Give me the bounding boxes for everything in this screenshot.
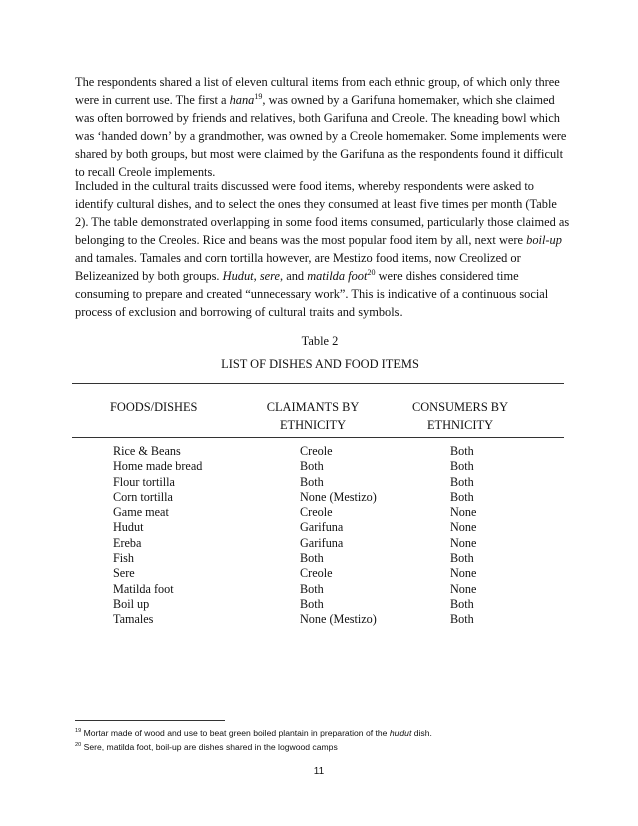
- cell-claimants: Both: [300, 474, 324, 489]
- page-number: 11: [313, 766, 325, 777]
- text-run: , and: [280, 269, 308, 283]
- table-body: [0, 444, 638, 628]
- cell-dish: Corn tortilla: [113, 489, 173, 504]
- footnote-19: [75, 727, 575, 739]
- table-row: [0, 505, 638, 520]
- footnote-text: dish.: [411, 728, 432, 738]
- footnote-ref-20[interactable]: 20: [367, 267, 376, 277]
- text-run: Included in the cultural traits discussed were food items, whereby respondents were asked to identify cultural dishes, and to select the ones they consumed at least five times per month (Table 2). The table demonstrated overlapping in some food items consumed, particularly those claimed as belonging to the Creoles. Rice and beans was the most popular food item by all, next were: [75, 179, 570, 247]
- cell-consumers: None: [450, 581, 477, 596]
- italic-term-sere: sere: [259, 269, 280, 283]
- header-label: ETHNICITY: [426, 418, 494, 432]
- table-row: [0, 459, 638, 474]
- footnote-text: Sere, matilda foot, boil-up are dishes shared in the logwood camps: [81, 742, 338, 752]
- footnote-italic: hudut: [389, 728, 412, 738]
- table-row: [0, 536, 638, 551]
- cell-dish: Rice & Beans: [113, 444, 181, 458]
- table-row: [0, 520, 638, 535]
- table-row: [0, 566, 638, 581]
- cell-dish: Tamales: [113, 612, 154, 627]
- cell-claimants: Creole: [300, 444, 333, 458]
- header-label: FOODS/DISHES: [110, 400, 198, 414]
- table-row: [0, 582, 638, 597]
- cell-dish: Game meat: [113, 505, 169, 520]
- cell-consumers: Both: [450, 489, 474, 504]
- text-run: ,: [253, 269, 260, 283]
- table-row: [0, 475, 638, 490]
- cell-dish: Matilda foot: [113, 581, 174, 596]
- header-claimants: [248, 398, 378, 434]
- cell-claimants: Creole: [300, 566, 333, 581]
- header-label: CONSUMERS BY: [411, 400, 509, 414]
- cell-dish: Fish: [113, 551, 135, 566]
- cell-dish: Home made bread: [113, 459, 203, 474]
- cell-consumers: Both: [450, 459, 474, 474]
- cell-claimants: Garifuna: [300, 535, 344, 550]
- footnote-number: 20: [75, 742, 82, 749]
- table-header-rule: [72, 437, 564, 438]
- cell-consumers: None: [450, 566, 477, 581]
- cell-claimants: Garifuna: [300, 520, 344, 535]
- italic-term-boil-up: boil-up: [526, 233, 562, 247]
- cell-dish: Boil up: [113, 596, 150, 611]
- footnote-separator: [75, 720, 225, 721]
- cell-consumers: None: [450, 535, 477, 550]
- header-label: CLAIMANTS BY: [266, 400, 360, 414]
- text-run: were dishes considered time consuming to prepare and created “unnecessary work”. This is indicative of a continuous social process of exclusion and borrowing of cultural traits and symbols.: [75, 269, 549, 319]
- cell-consumers: Both: [450, 596, 474, 611]
- cell-claimants: Both: [300, 596, 324, 611]
- header-foods-dishes: [110, 398, 220, 416]
- cell-claimants: Both: [300, 459, 324, 474]
- cell-claimants: Both: [300, 551, 324, 566]
- table-row: [0, 612, 638, 627]
- cell-consumers: Both: [450, 474, 474, 489]
- text-run: , was owned by a Garifuna homemaker, which she claimed was often borrowed by friends and relatives, both Garifuna and Creole. The kneading bowl which was ‘handed down’ by a grandmother, was owned by a Creole homemaker. Some implements were shared by both groups, but most were claimed by the Garifuna as the respondents found it difficult to recall Creole implements.: [75, 93, 567, 179]
- footnote-number: 19: [75, 728, 82, 735]
- cell-claimants: None (Mestizo): [300, 489, 377, 504]
- table-row: [0, 597, 638, 612]
- table-title: LIST OF DISHES AND FOOD ITEMS: [221, 357, 419, 371]
- italic-term-matilda-foot: matilda foot: [307, 269, 368, 283]
- cell-dish: Ereba: [113, 535, 142, 550]
- cell-consumers: Both: [450, 444, 474, 458]
- paragraph-food-items: [75, 177, 571, 321]
- footnote-text: Mortar made of wood and use to beat green boiled plantain in preparation of the: [81, 728, 390, 738]
- cell-consumers: None: [450, 505, 477, 520]
- cell-claimants: None (Mestizo): [300, 612, 377, 627]
- cell-dish: Hudut: [113, 520, 144, 535]
- text-run: The respondents shared a list of eleven cultural items from each ethnic group, of which only three were in current use. The first a: [75, 75, 560, 107]
- table-row: [0, 551, 638, 566]
- cell-consumers: None: [450, 520, 477, 535]
- cell-claimants: Creole: [300, 505, 333, 520]
- cell-consumers: Both: [450, 612, 474, 627]
- table-top-rule: [72, 383, 564, 384]
- footnote-ref-19[interactable]: 19: [254, 91, 263, 101]
- text-run: and tamales. Tamales and corn tortilla however, are Mestizo food items, now Creolized or Belizeanized by both groups.: [75, 251, 521, 283]
- cell-dish: Flour tortilla: [113, 474, 175, 489]
- italic-term-hana: hana: [229, 93, 255, 107]
- header-consumers: [395, 398, 525, 434]
- table-row: [0, 490, 638, 505]
- table-number: Table 2: [301, 334, 339, 348]
- cell-dish: Sere: [113, 566, 135, 581]
- cell-claimants: Both: [300, 581, 324, 596]
- italic-term-hudut: Hudut: [222, 269, 254, 283]
- header-label: ETHNICITY: [279, 418, 347, 432]
- paragraph-cultural-items: [75, 73, 571, 181]
- table-row: [0, 444, 638, 459]
- footnote-20: [75, 741, 575, 753]
- cell-consumers: Both: [450, 551, 474, 566]
